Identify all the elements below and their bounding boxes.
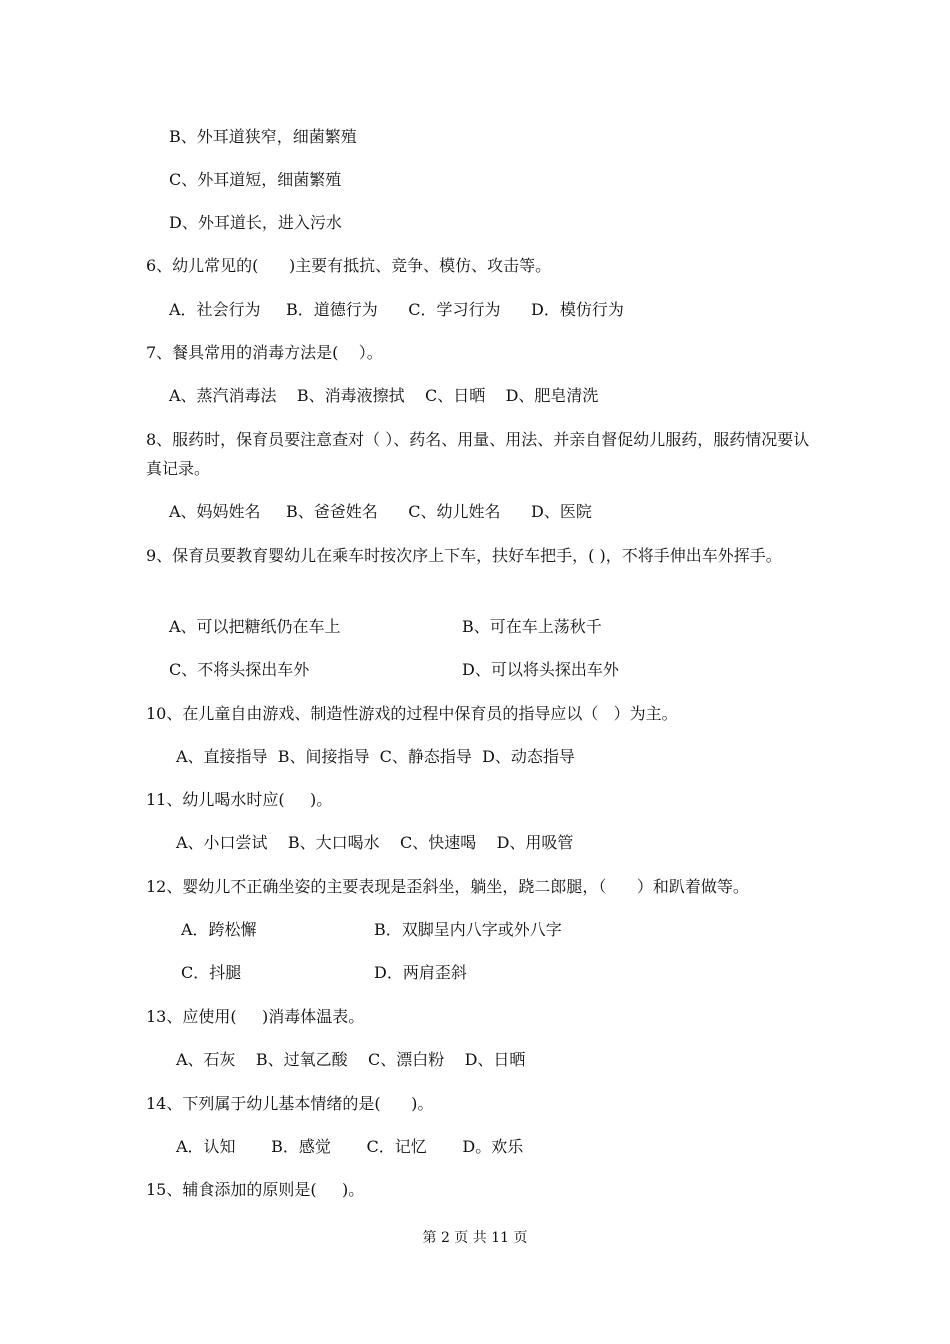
option-9a: A、可以把糖纸仍在车上 xyxy=(169,617,341,636)
options-7: A、蒸汽消毒法 B、消毒液擦拭 C、日晒 D、肥皂清洗 xyxy=(169,386,599,405)
page-footer: 第 2 页 共 11 页 xyxy=(422,1230,528,1246)
option-9c: C、不将头探出车外 xyxy=(169,660,310,679)
question-6: 6、幼儿常见的( )主要有抵抗、竞争、模仿、攻击等。 xyxy=(146,256,552,275)
options-10: A、直接指导 B、间接指导 C、静态指导 D、动态指导 xyxy=(176,747,575,766)
option-5c: C、外耳道短，细菌繁殖 xyxy=(169,170,342,189)
options-6: A．社会行为 B．道德行为 C．学习行为 D．模仿行为 xyxy=(169,300,624,319)
option-12a: A．跨松懈 xyxy=(181,920,257,939)
question-12: 12、婴幼儿不正确坐姿的主要表现是歪斜坐，躺坐，跷二郎腿，（ ）和趴着做等。 xyxy=(146,877,749,896)
question-11: 11、幼儿喝水时应( )。 xyxy=(146,790,333,809)
option-9d: D、可以将头探出车外 xyxy=(462,660,619,679)
question-15: 15、辅食添加的原则是( )。 xyxy=(146,1180,365,1199)
options-11: A、小口尝试 B、大口喝水 C、快速喝 D、用吸管 xyxy=(176,833,574,852)
question-14: 14、下列属于幼儿基本情绪的是( )。 xyxy=(146,1094,434,1113)
question-9: 9、保育员要教育婴幼儿在乘车时按次序上下车，扶好车把手，( )，不将手伸出车外挥手。 xyxy=(146,546,782,565)
option-12b: B．双脚呈内八字或外八字 xyxy=(374,920,562,939)
options-13: A、石灰 B、过氧乙酸 C、漂白粉 D、日晒 xyxy=(176,1050,526,1069)
option-9b: B、可在车上荡秋千 xyxy=(462,617,602,636)
option-12d: D．两肩歪斜 xyxy=(374,963,467,982)
question-10: 10、在儿童自由游戏、制造性游戏的过程中保育员的指导应以（ ）为主。 xyxy=(146,704,678,723)
question-8: 8、服药时，保育员要注意查对（ ）、药名、用量、用法、并亲自督促幼儿服药，服药情况要认真记录。 xyxy=(146,430,810,478)
options-14: A．认知 B．感觉 C．记忆 D。欢乐 xyxy=(176,1137,524,1156)
question-7: 7、餐具常用的消毒方法是( ）。 xyxy=(146,343,383,362)
option-5b: B、外耳道狭窄，细菌繁殖 xyxy=(169,127,357,146)
options-8: A、妈妈姓名 B、爸爸姓名 C、幼儿姓名 D、医院 xyxy=(169,502,592,521)
question-13: 13、应使用( )消毒体温表。 xyxy=(146,1007,365,1026)
option-5d: D、外耳道长，进入污水 xyxy=(169,213,342,232)
option-12c: C．抖腿 xyxy=(181,963,242,982)
